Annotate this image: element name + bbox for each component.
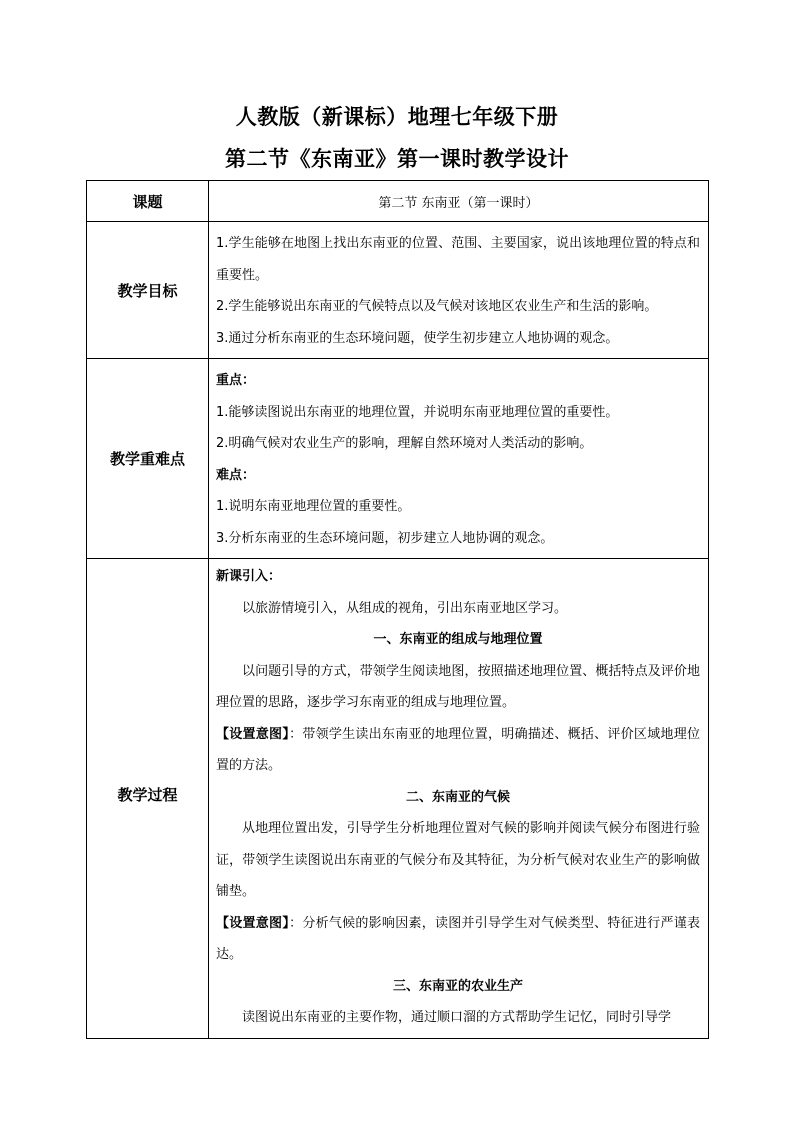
intro-text: 以旅游情境引入，从组成的视角，引出东南亚地区学习。 <box>242 600 568 616</box>
topic-value: 第二节 东南亚（第一课时） <box>209 181 709 222</box>
table-row-key-points <box>87 359 709 559</box>
section-1-intent <box>216 719 700 782</box>
document-subtitle: 第二节《东南亚》第一课时教学设计 <box>225 146 569 171</box>
section-3-text: 读图说出东南亚的主要作物，通过顺口溜的方式帮助学生记忆，同时引导学 <box>242 1010 672 1025</box>
goals-label: 教学目标 <box>87 222 209 359</box>
topic-label: 课题 <box>87 181 209 222</box>
difficult-point-item: 1.说明东南亚地理位置的重要性。 <box>216 499 411 514</box>
section-1-text: 以问题引导的方式，带领学生阅读地图，按照描述地理位置、概括特点及评价地理位置的思路，逐步学习东南亚的组成与地理位置。 <box>216 663 700 710</box>
section-3-title: 三、东南亚的农业生产 <box>392 978 523 994</box>
key-points-cell <box>209 359 709 559</box>
key-point-item: 2.明确气候对农业生产的影响，理解自然环境对人类活动的影响。 <box>216 436 593 451</box>
table-row-process <box>87 559 709 1039</box>
difficult-point-item: 3.分析东南亚的生态环境问题，初步建立人地协调的观念。 <box>216 530 554 546</box>
goal-item: 3.通过分析东南亚的生态环境问题，使学生初步建立人地协调的观念。 <box>216 330 619 346</box>
section-2-text: 从地理位置出发，引导学生分析地理位置对气候的影响并阅读气候分布图进行验证，带领学生读图说出东南亚的气候分布及其特征，为分析气候对农业生产的影响做铺垫。 <box>216 821 700 899</box>
section-2-title: 二、东南亚的气候 <box>405 789 510 805</box>
intent-label: 【设置意图】 <box>216 726 290 742</box>
goals-content <box>209 222 708 358</box>
difficult-points-heading: 难点： <box>216 467 256 483</box>
table-row-goals <box>87 222 709 359</box>
process-label-cell <box>87 559 209 1039</box>
process-cell <box>209 559 709 1039</box>
goal-item: 2.学生能够说出东南亚的气候特点以及气候对该地区农业生产和生活的影响。 <box>216 299 658 314</box>
lesson-plan-table <box>86 180 709 1039</box>
goal-item: 1.学生能够在地图上找出东南亚的位置、范围、主要国家，说出该地理位置的特点和重要性。 <box>216 236 700 283</box>
document-title: 人教版（新课标）地理七年级下册 <box>235 104 559 129</box>
key-points-heading: 重点： <box>216 373 256 388</box>
intent-text: ：带领学生读出东南亚的地理位置，明确描述、概括、评价区域地理位置的方法。 <box>216 726 700 773</box>
goals-cell <box>209 222 709 359</box>
key-points-content <box>209 359 708 558</box>
section-1-title: 一、东南亚的组成与地理位置 <box>373 632 543 647</box>
table-row-topic <box>87 181 709 222</box>
intent-label: 【设置意图】 <box>216 915 290 931</box>
intro-heading: 新课引入： <box>216 569 282 584</box>
intent-text: ：分析气候的影响因素，读图并引导学生对气候类型、特征进行严谨表达。 <box>216 915 700 962</box>
section-2-intent <box>216 908 700 971</box>
key-point-item: 1.能够读图说出东南亚的地理位置，并说明东南亚地理位置的重要性。 <box>216 404 619 420</box>
process-content <box>209 559 708 1038</box>
key-points-label: 教学重难点 <box>87 359 209 559</box>
process-label: 教学过程 <box>117 786 178 804</box>
